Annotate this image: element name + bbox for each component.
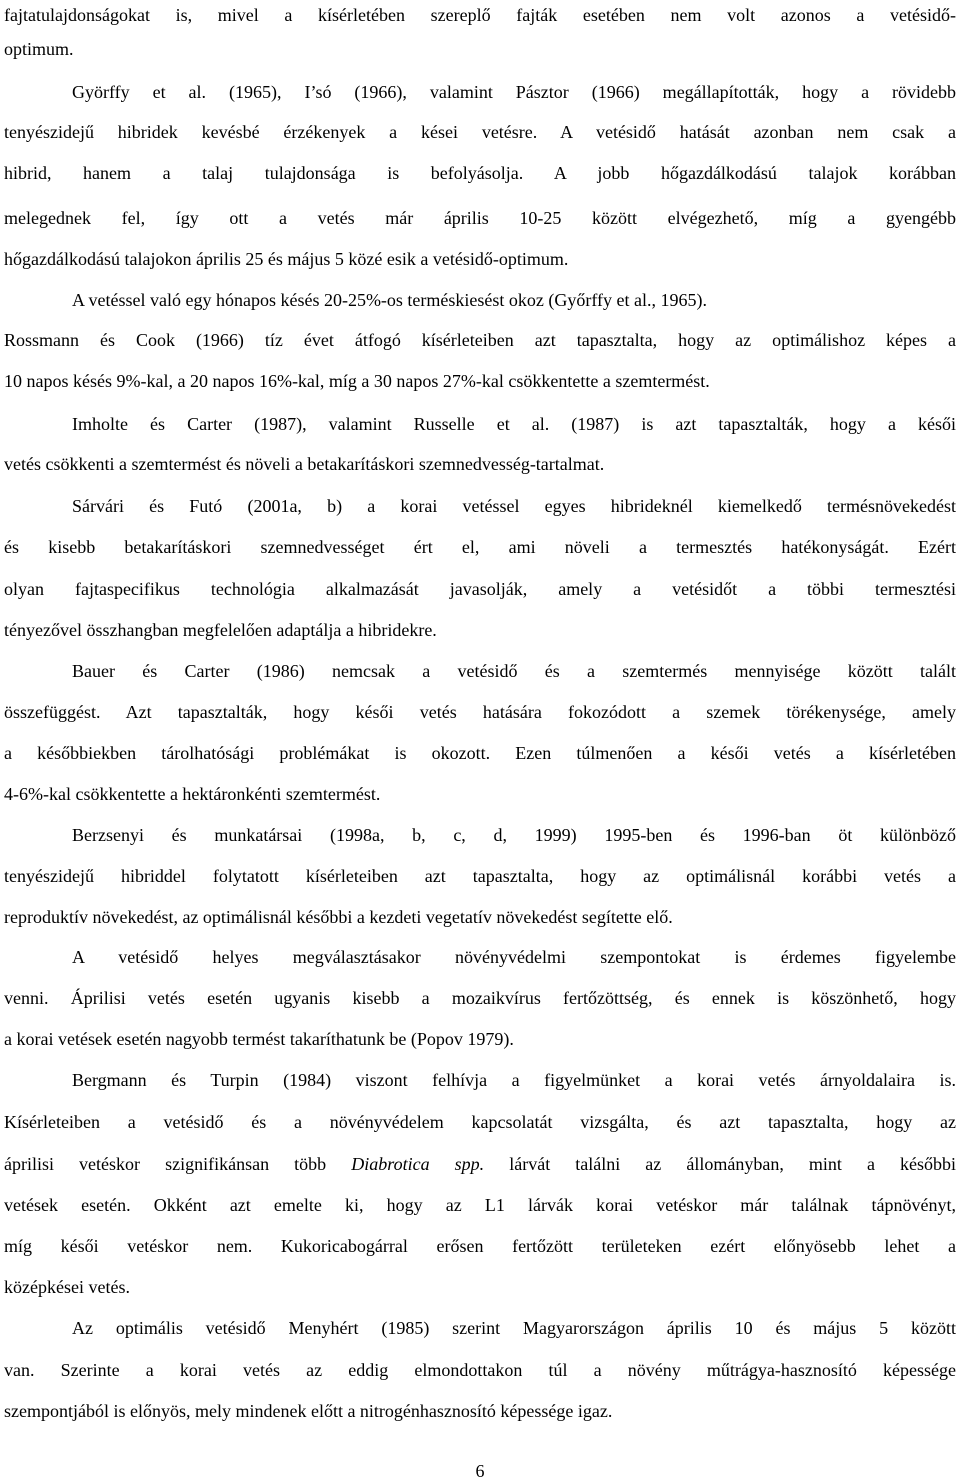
paragraph-first-line: A vetésidő helyes megválasztásakor növényvédelmi szempontokat is érdemes figyelembe bbox=[72, 947, 956, 967]
text-line: melegednek fel, így ott a vetés már április 10-25 között elvégezhető, míg a gyengébb bbox=[4, 208, 956, 228]
italic-species-name: Diabrotica spp. bbox=[351, 1154, 485, 1174]
text-line: tenyészidejű hibridek kevésbé érzékenyek a kései vetésre. A vetésidő hatását azonban nem csak a bbox=[4, 122, 956, 142]
text-line: szempontjából is előnyös, mely mindenek előtt a nitrogénhasznosító képessége igaz. bbox=[4, 1401, 613, 1421]
text-line: Rossmann és Cook (1966) tíz évet átfogó kísérleteiben azt tapasztalta, hogy az optimálishoz képes a bbox=[4, 330, 956, 350]
page-number: 6 bbox=[475, 1461, 485, 1481]
text-line: olyan fajtaspecifikus technológia alkalmazását javasolják, amely a vetésidőt a többi termesztési bbox=[4, 579, 956, 599]
text-line: 10 napos késés 9%-kal, a 20 napos 16%-kal, míg a 30 napos 27%-kal csökkentette a szemtermést. bbox=[4, 371, 710, 391]
paragraph-first-line: Sárvári és Futó (2001a, b) a korai vetéssel egyes hibrideknél kiemelkedő termésnövekedést bbox=[72, 496, 956, 516]
paragraph-first-line: Imholte és Carter (1987), valamint Russelle et al. (1987) is azt tapasztalták, hogy a késői bbox=[72, 414, 956, 434]
paragraph-first-line: Az optimális vetésidő Menyhért (1985) szerint Magyarországon április 10 és május 5 között bbox=[72, 1318, 956, 1338]
text-line: és kisebb betakarításkori szemnedvességet ért el, ami növeli a termesztés hatékonyságát. Ezért bbox=[4, 537, 956, 557]
text-line: Kísérleteiben a vetésidő és a növényvédelem kapcsolatát vizsgálta, és azt tapasztalta, hogy az bbox=[4, 1112, 956, 1132]
text-line: vetések esetén. Okként azt emelte ki, hogy az L1 lárvák korai vetéskor már találnak tápnövényt, bbox=[4, 1195, 956, 1215]
text-line: fajtatulajdonságokat is, mivel a kísérletében szereplő fajták esetében nem volt azonos a vetésidő- bbox=[4, 5, 956, 25]
text-line: tenyészidejű hibriddel folytatott kísérleteiben azt tapasztalta, hogy az optimálisnál korábbi vetés a bbox=[4, 866, 956, 886]
text-line: optimum. bbox=[4, 39, 74, 59]
text-line: hőgazdálkodású talajokon április 25 és május 5 közé esik a vetésidő-optimum. bbox=[4, 249, 569, 269]
text-line: a későbbiekben tárolhatósági problémákat is okozott. Ezen túlmenően a késői vetés a kísérletében bbox=[4, 743, 956, 763]
text-line: reproduktív növekedést, az optimálisnál későbbi a kezdeti vegetatív növekedést segítette elő. bbox=[4, 907, 673, 927]
text-line: összefüggést. Azt tapasztalták, hogy késői vetés hatására fokozódott a szemek törékenysége, amely bbox=[4, 702, 956, 722]
text-line: venni. Áprilisi vetés esetén ugyanis kisebb a mozaikvírus fertőzöttség, és ennek is köszönhető, hogy bbox=[4, 988, 956, 1008]
text-line: van. Szerinte a korai vetés az eddig elmondottakon túl a növény műtrágya-hasznosító képessége bbox=[4, 1360, 956, 1380]
paragraph-first-line: Bauer és Carter (1986) nemcsak a vetésidő és a szemtermés mennyisége között talált bbox=[72, 661, 956, 681]
paragraph-first-line: Györffy et al. (1965), I’só (1966), valamint Pásztor (1966) megállapították, hogy a rövidebb bbox=[72, 82, 956, 102]
text-segment: áprilisi vetéskor szignifikánsan több bbox=[4, 1154, 327, 1174]
text-line: vetés csökkenti a szemtermést és növeli a betakarításkori szemnedvesség-tartalmat. bbox=[4, 454, 605, 474]
text-line: a korai vetések esetén nagyobb termést takaríthatunk be (Popov 1979). bbox=[4, 1029, 514, 1049]
text-line-with-italic bbox=[4, 1149, 956, 1179]
text-line: tényezővel összhangban megfelelően adaptálja a hibridekre. bbox=[4, 620, 437, 640]
text-line: középkései vetés. bbox=[4, 1277, 130, 1297]
paragraph-first-line: Bergmann és Turpin (1984) viszont felhívja a figyelmünket a korai vetés árnyoldalaira is. bbox=[72, 1070, 956, 1090]
paragraph-first-line: A vetéssel való egy hónapos késés 20-25%-os terméskiesést okoz (Győrffy et al., 1965). bbox=[72, 290, 708, 310]
paragraph-first-line: Berzsenyi és munkatársai (1998a, b, c, d, 1999) 1995-ben és 1996-ban öt különböző bbox=[72, 825, 956, 845]
text-line: 4-6%-kal csökkentette a hektáronkénti szemtermést. bbox=[4, 784, 381, 804]
text-line: hibrid, hanem a talaj tulajdonsága is befolyásolja. A jobb hőgazdálkodású talajok korábban bbox=[4, 163, 956, 183]
text-line: míg késői vetéskor nem. Kukoricabogárral erősen fertőzött területeken ezért előnyösebb lehet a bbox=[4, 1236, 956, 1256]
text-segment: lárvát találni az állományban, mint a későbbi bbox=[509, 1154, 957, 1174]
